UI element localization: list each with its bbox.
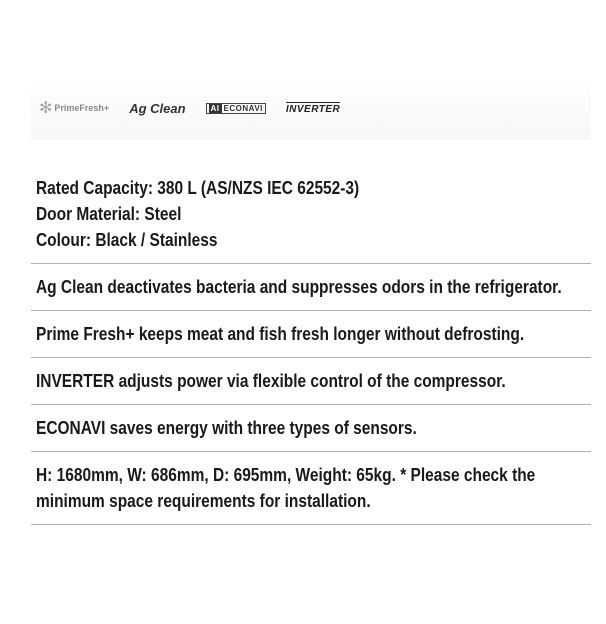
colour: Colour: Black / Stainless (36, 230, 218, 250)
inverter-logo-text: INVERTER (285, 103, 341, 115)
rated-capacity: Rated Capacity: 380 L (AS/NZS IEC 62552-3) (36, 178, 360, 198)
prime-fresh-logo (39, 98, 109, 118)
feature-text: ECONAVI saves energy with three types of sensors. (36, 418, 417, 438)
prime-fresh-logo-text: PrimeFresh+ (54, 103, 110, 113)
feature-econavi (31, 405, 591, 451)
feature-text: INVERTER adjusts power via flexible control of the compressor. (36, 371, 506, 391)
ag-clean-logo (129, 101, 185, 116)
spec-summary (31, 175, 591, 263)
feature-text: Ag Clean deactivates bacteria and suppresses odors in the refrigerator. (36, 277, 562, 297)
snowflake-icon: ✻ (39, 100, 53, 117)
divider (31, 524, 591, 525)
inverter-logo (286, 102, 340, 115)
econavi-logo (206, 103, 266, 114)
feature-text: Prime Fresh+ keeps meat and fish fresh longer without defrosting. (36, 324, 525, 344)
feature-inverter (31, 358, 591, 404)
econavi-ai-mark: AI (210, 103, 220, 113)
door-material: Door Material: Steel (36, 204, 182, 224)
product-specs (31, 175, 591, 525)
feature-text: H: 1680mm, W: 686mm, D: 695mm, Weight: 65kg. * Please check the minimum space requirements for installation. (36, 465, 536, 511)
feature-ag-clean (31, 264, 591, 310)
feature-prime-fresh (31, 311, 591, 357)
feature-dimensions (31, 452, 591, 524)
feature-logos-strip (31, 76, 591, 140)
ag-clean-logo-text: Ag Clean (129, 100, 186, 116)
econavi-logo-text: ECONAVI (223, 103, 263, 113)
